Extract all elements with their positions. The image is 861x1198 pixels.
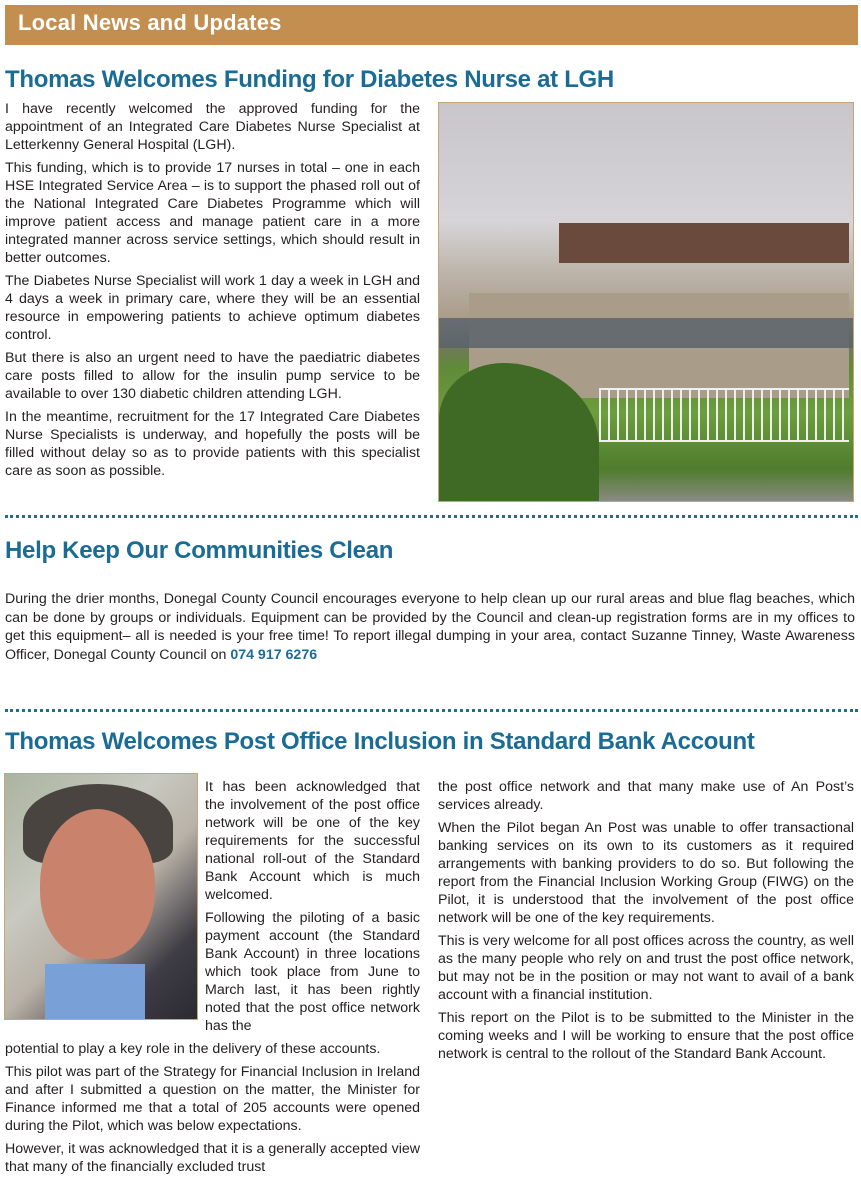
article-body-bottom [5, 1040, 420, 1181]
article-body-wrap [205, 778, 420, 1040]
cars-shape [439, 318, 853, 348]
paragraph: When the Pilot began An Post was unable to offer transactional banking services on its own to its customers as it required arrangements with banking providers to do so. But following the report from the Financial Inclusion Working Group (FIWG) on the Pilot, it is understood that the involvement of the post office network will be one of the key requirements. [438, 820, 854, 926]
paragraph: the post office network and that many make use of An Post’s services already. [438, 779, 854, 813]
article-title-diabetes: Thomas Welcomes Funding for Diabetes Nurse at LGH [5, 66, 614, 93]
paragraph: I have recently welcomed the approved funding for the appointment of an Integrated Care Diabetes Nurse Specialist at Letterkenny General Hospital (LGH). [5, 101, 420, 153]
section-banner [5, 5, 858, 45]
section-title: Local News and Updates [18, 10, 282, 35]
face-shape [40, 809, 155, 959]
portrait-photo [4, 773, 198, 1020]
article-title-clean: Help Keep Our Communities Clean [5, 537, 394, 564]
article-title-post-office: Thomas Welcomes Post Office Inclusion in Standard Bank Account [5, 728, 755, 755]
hospital-photo [438, 102, 854, 502]
paragraph: This is very welcome for all post offices across the country, as well as the many people who rely on and trust the post office network, but may not be in the position or may not want to avail of a bank account with a financial institution. [438, 933, 854, 1003]
divider [5, 709, 858, 712]
paragraph: However, it was acknowledged that it is a generally accepted view that many of the financially excluded trust [5, 1141, 420, 1175]
clean-text: During the drier months, Donegal County Council encourages everyone to help clean up our rural areas and blue flag beaches, which can be done by groups or individuals. Equipment can be provided by the Council and clean-up registration forms are in my offices to get this equipment– all is needed is your free time! To report illegal dumping in your area, contact Suzanne Tinney, Waste Awareness Officer, Donegal County Council on [5, 591, 855, 663]
divider [5, 515, 858, 518]
article-body-col2 [438, 778, 854, 1068]
paragraph: The Diabetes Nurse Specialist will work 1 day a week in LGH and 4 days a week in primary care, where they will be an essential resource in empowering patients to achieve optimum diabetes control. [5, 273, 420, 343]
roof-shape [559, 223, 849, 263]
paragraph: It has been acknowledged that the involvement of the post office network will be one of the key requirements for the successful national roll-out of the Standard Bank Account which is much welcomed. [205, 779, 420, 903]
paragraph: This funding, which is to provide 17 nurses in total – one in each HSE Integrated Service Area – is to support the phased roll out of the National Integrated Care Diabetes Programme which will improve patient access and manage patient care in a more integrated manner across service settings, which should result in better outcomes. [5, 160, 420, 266]
article-body-clean [5, 590, 855, 664]
phone-number[interactable]: 074 917 6276 [230, 646, 318, 663]
paragraph: In the meantime, recruitment for the 17 Integrated Care Diabetes Nurse Specialists is underway, and hopefully the posts will be filled without delay so as to provide patients with this specialist care as soon as possible. [5, 409, 420, 479]
fence-shape [599, 388, 849, 442]
paragraph: Following the piloting of a basic payment account (the Standard Bank Account) in three locations which took place from June to March last, it has been rightly noted that the post office network has the [205, 910, 420, 1034]
paragraph: This pilot was part of the Strategy for Financial Inclusion in Ireland and after I submitted a question on the matter, the Minister for Finance informed me that a total of 205 accounts were opened during the Pilot, which was below expectations. [5, 1064, 420, 1134]
paragraph: This report on the Pilot is to be submitted to the Minister in the coming weeks and I will be working to ensure that the post office network is central to the rollout of the Standard Bank Account. [438, 1010, 854, 1062]
shirt-shape [45, 964, 145, 1020]
paragraph: potential to play a key role in the delivery of these accounts. [5, 1041, 381, 1057]
article-body-diabetes [5, 100, 420, 485]
paragraph: But there is also an urgent need to have the paediatric diabetes care posts filled to allow for the insulin pump service to be available to over 130 diabetic children attending LGH. [5, 350, 420, 402]
